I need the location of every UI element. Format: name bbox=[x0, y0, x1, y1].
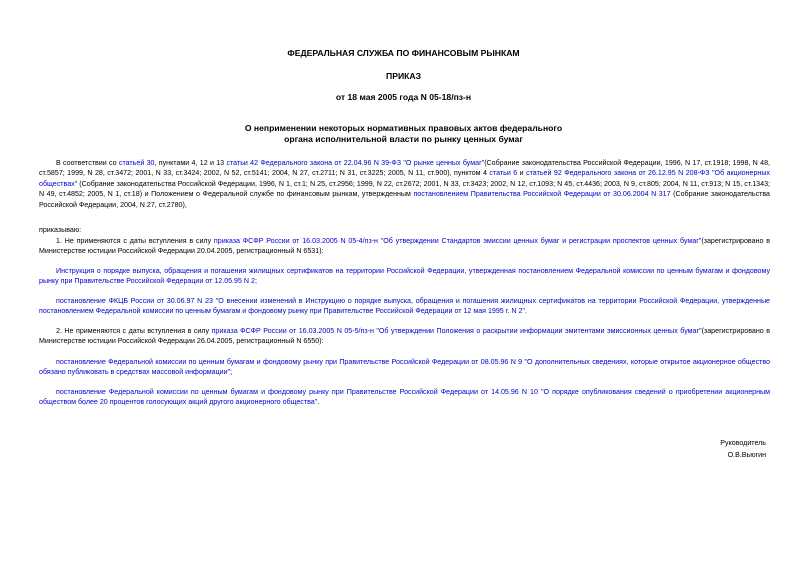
document-type: ПРИКАЗ bbox=[386, 71, 421, 81]
item-2-paragraph: 2. Не применяются с даты вступления в силу приказа ФСФР России от 16.03.2005 N 05-5/пз-н "Об утверждении Положения о раскрытии информации эмитентами эмиссионных ценных бумаг"(зарегистрировано в Министерстве юстиции Российской Федерации 26.04.2005, регистрационный N 6550): bbox=[39, 327, 770, 346]
link-order-05-5[interactable]: приказа ФСФР России от 16.03.2005 N 05-5/пз-н "Об утверждении Положения о раскрытии информации эмитентами эмиссионных ценных бумаг" bbox=[211, 327, 702, 335]
signature-role: Руководитель bbox=[720, 439, 766, 447]
document-date-number: от 18 мая 2005 года N 05-18/пз-н bbox=[335, 92, 472, 102]
title-line-1: О неприменении некоторых нормативных правовых актов федерального bbox=[244, 123, 563, 133]
item-1-resolution-link[interactable]: постановление ФКЦБ России от 30.06.97 N 23 "О внесении изменений в Инструкцию о порядке выпуска, обращения и погашения жилищных сертификатов на территории Российской Федерации, утвержденные постановлением Федеральной комиссии по ценным бумагам и фондовому рынку при Правительстве Российской Федерации от 12 мая 1995 г. N 2". bbox=[39, 297, 770, 316]
document-title bbox=[0, 123, 807, 145]
link-joint-stock-law[interactable]: статьей 92 Федерального закона от 26.12.95 N 208-ФЗ "Об акционерных обществах" bbox=[39, 169, 770, 188]
link-article-30[interactable]: статьей 30 bbox=[118, 159, 155, 167]
link-securities-market-law[interactable]: статьи 42 Федерального закона от 22.04.96 N 39-ФЗ "О рынке ценных бумаг" bbox=[226, 159, 485, 167]
link-government-resolution-317[interactable]: постановлением Правительства Российской Федерации от 30.06.2004 N 317 bbox=[413, 190, 671, 199]
link-order-05-4[interactable]: приказа ФСФР России от 16.03.2005 N 05-4/пз-н "Об утверждении Стандартов эмиссии ценных бумаг и регистрации проспектов ценных бумаг" bbox=[213, 237, 702, 245]
title-line-2: органа исполнительной власти по рынку ценных бумаг bbox=[284, 134, 523, 144]
item-1-instruction-link[interactable]: Инструкция о порядке выпуска, обращения и погашения жилищных сертификатов на территории Российской Федерации, утвержденная постановлением Федеральной комиссии по ценным бумагам и фондовому рынку при Правительстве Российской Федерации от 12.05.95 N 2; bbox=[39, 267, 770, 286]
item-2-resolution-10-link[interactable]: постановление Федеральной комиссии по ценным бумагам и фондовому рынку при Правительстве Российской Федерации от 14.05.96 N 10 "О порядке опубликования сведений о приобретении акционерным обществом более 20 процентов голосующих акций другого акционерного общества". bbox=[39, 388, 770, 407]
preamble-paragraph: В соответствии со статьей 30, пунктами 4, 12 и 13 статьи 42 Федерального закона от 22.04.96 N 39-ФЗ "О рынке ценных бумаг"(Собрание законодательства Российской Федерации, 1996, N 17, ст.1918; 1998, N 48, ст.5857; 1999, N 28, ст.3472; 2001, N 33, ст.3424; 2002, N 52, ст.5141; 2004, N 27, ст.2711; N 31, ст.3225; 2005, N 11, ст.900), пунктом 4 статьи 6 и статьей 92 Федерального закона от 26.12.95 N 208-ФЗ "Об акционерных обществах" (Собрание законодательства Российской Федерации, 1996, N 1, ст.1; N 25, ст.2956; 1999, N 22, ст.2672; 2001, N 33, ст.3423; 2002, N 12, ст.1093; N 45, ст.4436; 2003, N 9, ст.805; 2004, N 11, ст.913; N 15, ст.1343; N 49, ст.4852; 2005, N 1, ст.18) и Положением о Федеральной службе по финансовым рынкам, утвержденным постановлением Правительства Российской Федерации от 30.06.2004 N 317 (Собрание законодательства Российской Федерации, 2004, N 27, ст.2780), bbox=[39, 159, 770, 209]
order-word: приказываю: bbox=[39, 226, 82, 234]
item-2-resolution-9-link[interactable]: постановление Федеральной комиссии по ценным бумагам и фондовому рынку при Правительстве Российской Федерации от 08.05.96 N 9 "О дополнительных сведениях, которые открытое акционерное общество обязано публиковать в средствах массовой информации"; bbox=[39, 358, 770, 377]
issuing-authority: ФЕДЕРАЛЬНАЯ СЛУЖБА ПО ФИНАНСОВЫМ РЫНКАМ bbox=[287, 48, 520, 58]
link-article-6[interactable]: статьи 6 bbox=[489, 169, 518, 178]
signature-name: О.В.Вьюгин bbox=[727, 451, 766, 459]
item-1-paragraph: 1. Не применяются с даты вступления в силу приказа ФСФР России от 16.03.2005 N 05-4/пз-н "Об утверждении Стандартов эмиссии ценных бумаг и регистрации проспектов ценных бумаг"(зарегистрировано в Министерстве юстиции Российской Федерации 20.04.2005, регистрационный N 6531): bbox=[39, 237, 770, 256]
